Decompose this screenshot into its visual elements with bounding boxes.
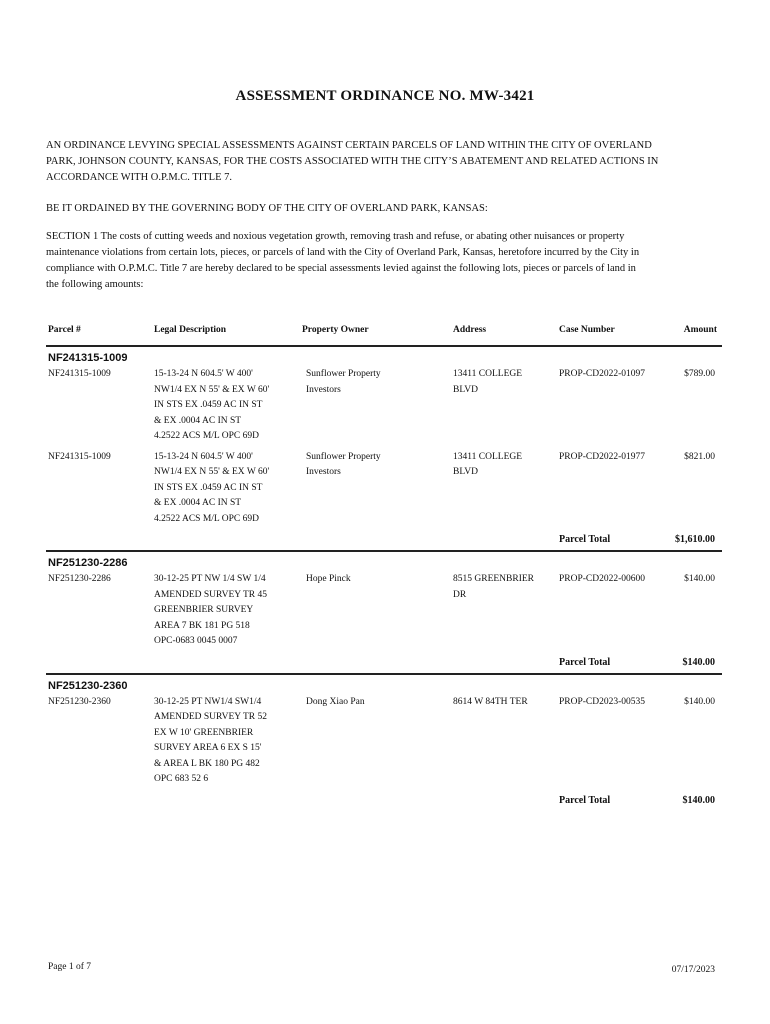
row-address-line: 8515 GREENBRIER [453, 574, 535, 584]
row-legal-description-line: 15-13-24 N 604.5' W 400' [154, 369, 253, 379]
parcel-group-heading: NF241315-1009 [48, 352, 128, 364]
column-header-case-number: Case Number [559, 325, 615, 335]
row-amount: $789.00 [684, 369, 715, 379]
row-address [453, 695, 548, 711]
row-address-line: 8614 W 84TH TER [453, 696, 528, 707]
row-amount: $140.00 [684, 696, 715, 707]
row-legal-description-line: EX W 10' GREENBRIER [154, 727, 254, 738]
row-legal-description-line: 15-13-24 N 604.5' W 400' [154, 451, 253, 462]
row-legal-description-line: OPC 683 52 6 [154, 774, 209, 784]
row-legal-description-line: OPC-0683 0045 0007 [154, 636, 238, 646]
row-legal-description-line: GREENBRIER SURVEY [154, 605, 254, 615]
row-legal-description-line: 30-12-25 PT NW1/4 SW1/4 [154, 696, 262, 707]
row-parcel-number: NF241315-1009 [48, 369, 111, 379]
row-legal-description-line: NW1/4 EX N 55' & EX W 60' [154, 467, 270, 477]
row-legal-description-line: IN STS EX .0459 AC IN ST [154, 482, 263, 493]
row-address [453, 367, 548, 398]
row-property-owner-line: Investors [306, 384, 341, 395]
row-property-owner [306, 367, 426, 398]
row-address-line: 13411 COLLEGE [453, 451, 523, 462]
row-legal-description [154, 572, 289, 650]
row-amount: $140.00 [684, 574, 715, 584]
row-address [453, 450, 548, 481]
parcel-group-heading: NF251230-2360 [48, 679, 128, 692]
row-case-number: PROP-CD2022-01097 [559, 369, 646, 379]
table-rule [46, 550, 722, 552]
enacting-clause: BE IT ORDAINED BY THE GOVERNING BODY OF THE CITY OF OVERLAND PARK, KANSAS: [46, 203, 488, 214]
row-legal-description [154, 450, 289, 528]
row-address-line: BLVD [453, 384, 478, 395]
table-rule [46, 673, 722, 675]
ordinance-title: ASSESSMENT ORDINANCE NO. MW-3421 [235, 88, 535, 104]
row-legal-description-line: 30-12-25 PT NW 1/4 SW 1/4 [154, 574, 266, 584]
row-legal-description-line: & EX .0004 AC IN ST [154, 415, 242, 426]
column-header-legal-description: Legal Description [154, 325, 227, 335]
row-legal-description [154, 367, 289, 445]
column-header-address: Address [453, 325, 487, 335]
row-property-owner [306, 450, 426, 481]
parcel-total-amount: $140.00 [682, 656, 715, 668]
parcel-total-label: Parcel Total [559, 794, 611, 806]
row-legal-description-line: 4.2522 ACS M/L OPC 69D [154, 513, 259, 524]
row-legal-description-line: 4.2522 ACS M/L OPC 69D [154, 431, 259, 441]
page-number: Page 1 of 7 [48, 962, 92, 972]
row-address-line: DR [453, 589, 467, 600]
row-parcel-number: NF251230-2360 [48, 696, 111, 707]
row-property-owner-line: Hope Pinck [306, 574, 351, 584]
row-legal-description-line: SURVEY AREA 6 EX S 15' [154, 743, 262, 753]
row-case-number: PROP-CD2022-01977 [559, 451, 646, 462]
row-property-owner-line: Dong Xiao Pan [306, 696, 365, 707]
parcel-total-amount: $140.00 [682, 794, 715, 806]
row-legal-description-line: IN STS EX .0459 AC IN ST [154, 400, 263, 410]
column-header-amount: Amount [683, 325, 717, 335]
row-legal-description-line: AMENDED SURVEY TR 52 [154, 712, 267, 722]
row-legal-description-line: & AREA L BK 180 PG 482 [154, 758, 260, 769]
row-case-number: PROP-CD2023-00535 [559, 696, 646, 707]
row-property-owner-line: Investors [306, 467, 341, 477]
row-address-line: BLVD [453, 467, 478, 477]
row-legal-description-line: NW1/4 EX N 55' & EX W 60' [154, 384, 270, 395]
row-amount: $821.00 [684, 451, 715, 462]
ordinance-intro: AN ORDINANCE LEVYING SPECIAL ASSESSMENTS AGAINST CERTAIN PARCELS OF LAND WITHIN THE CITY OF OVERLAND PARK, JOHNSON COUNTY, KANSAS, FOR THE COSTS ASSOCIATED WITH THE CITY’S ABATEMENT AND RELATED ACTIONS IN ACCORDANCE WITH O.P.M.C. TITLE 7. [46, 140, 659, 183]
row-property-owner-line: Sunflower Property [306, 369, 381, 379]
parcel-total-label: Parcel Total [559, 534, 611, 545]
row-parcel-number: NF251230-2286 [48, 574, 111, 584]
column-header-property-owner: Property Owner [302, 325, 369, 335]
row-case-number: PROP-CD2022-00600 [559, 574, 646, 584]
parcel-total-label: Parcel Total [559, 656, 611, 668]
row-address-line: 13411 COLLEGE [453, 369, 523, 379]
section-1-text: SECTION 1 The costs of cutting weeds and noxious vegetation growth, removing trash and refuse, or abating other nuisances or property maintenance violations from certain lots, pieces, or parcels of land with the City of Overland Park, Kansas, heretofore incurred by the City in compliance with O.P.M.C. Title 7 are hereby declared to be special assessments levied against the following lots, pieces or parcels of land in the following amounts: [46, 231, 640, 290]
row-legal-description-line: AMENDED SURVEY TR 45 [154, 589, 267, 600]
row-address [453, 572, 548, 603]
column-header-parcel: Parcel # [48, 325, 81, 335]
row-legal-description-line: & EX .0004 AC IN ST [154, 498, 242, 508]
parcel-total-amount: $1,610.00 [675, 534, 715, 545]
parcel-group-heading: NF251230-2286 [48, 557, 128, 569]
row-property-owner [306, 572, 426, 588]
row-property-owner [306, 695, 426, 711]
row-property-owner-line: Sunflower Property [306, 451, 381, 462]
row-legal-description-line: AREA 7 BK 181 PG 518 [154, 620, 250, 631]
document-date: 07/17/2023 [671, 965, 715, 975]
row-parcel-number: NF241315-1009 [48, 451, 111, 462]
row-legal-description [154, 695, 289, 788]
table-rule [46, 345, 722, 347]
